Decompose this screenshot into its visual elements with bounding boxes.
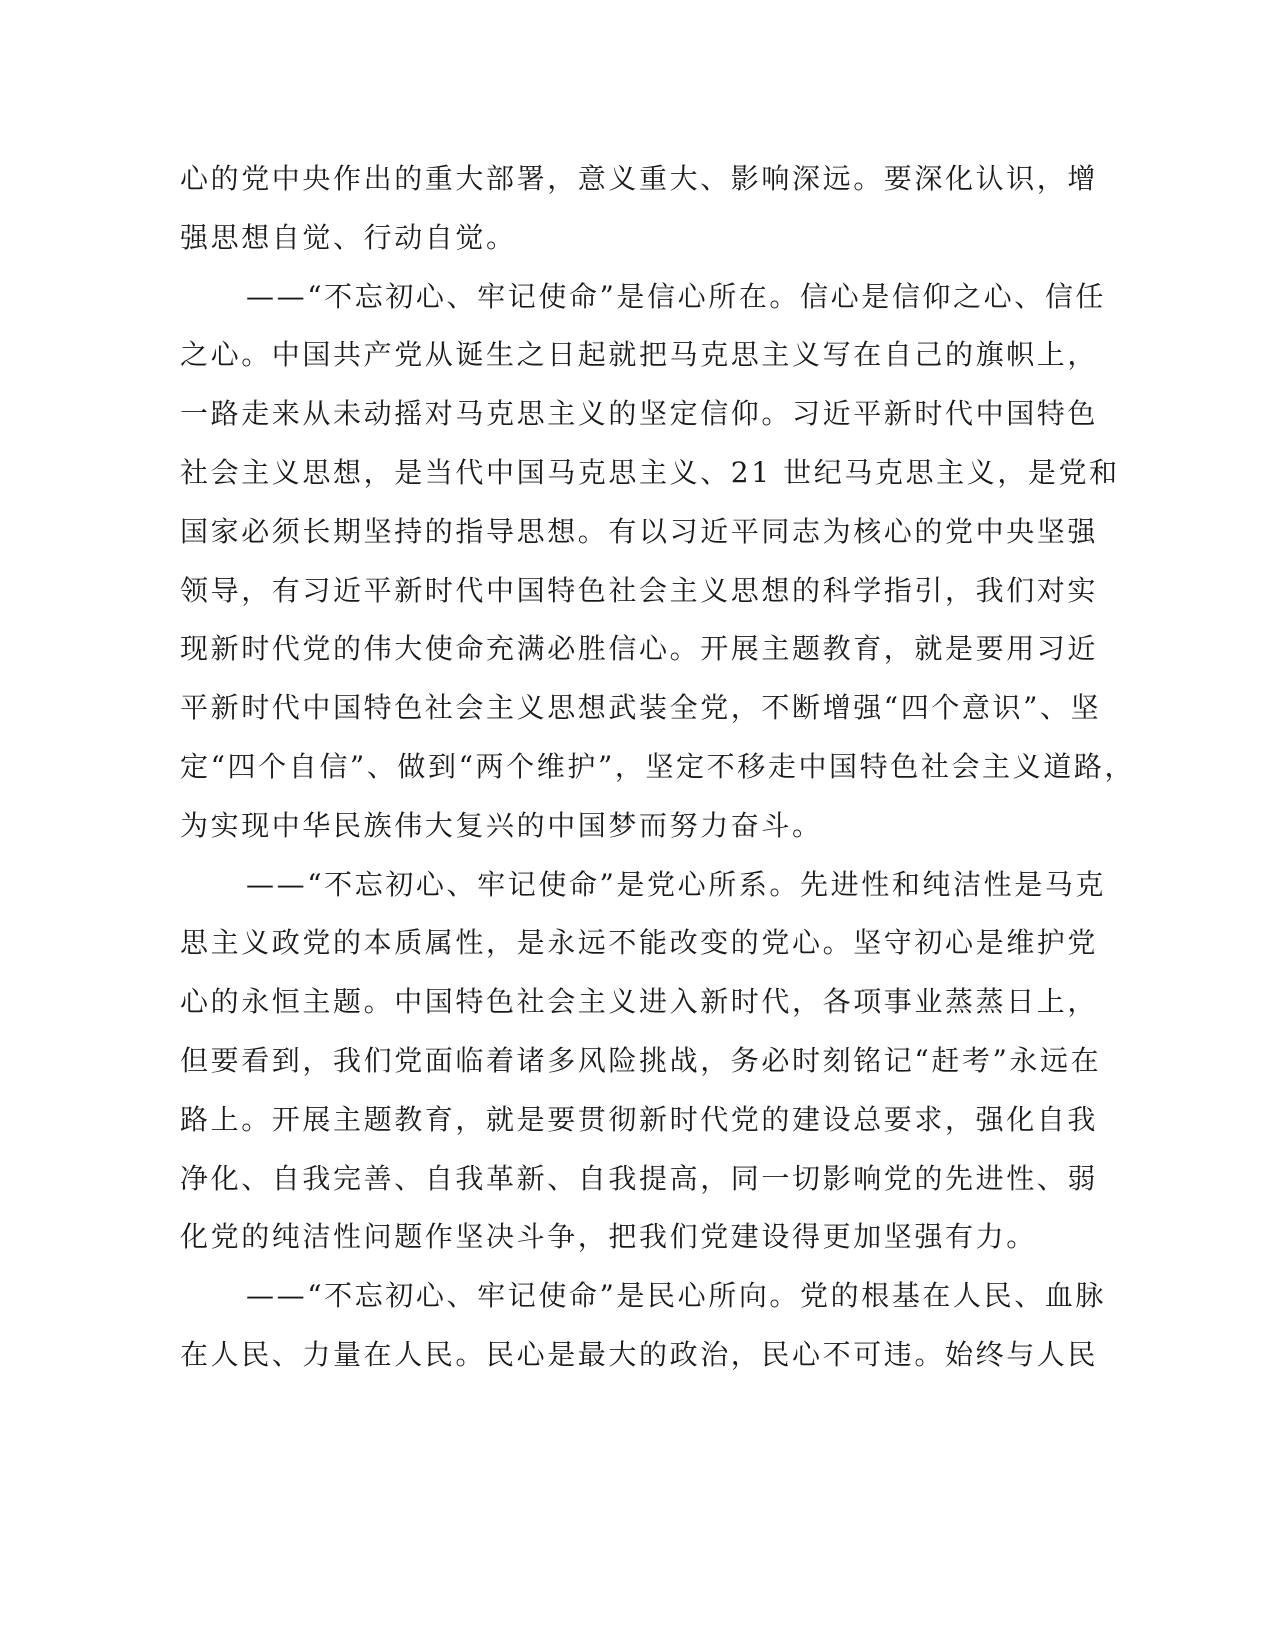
text-line: 心的永恒主题。中国特色社会主义进入新时代，各项事业蒸蒸日上，: [180, 985, 1099, 1019]
paragraph-start-line: ——“不忘初心、牢记使命”是民心所向。党的根基在人民、血脉: [246, 1279, 1107, 1313]
text-line: 社会主义思想，是当代中国马克思主义、21 世纪马克思主义，是党和: [180, 455, 1120, 489]
text-line: 化党的纯洁性问题作坚决斗争，把我们党建设得更加坚强有力。: [180, 1220, 1037, 1254]
text-line: 国家必须长期坚持的指导思想。有以习近平同志为核心的党中央坚强: [180, 514, 1099, 548]
text-line: 路上。开展主题教育，就是要贯彻新时代党的建设总要求，强化自我: [180, 1102, 1099, 1136]
text-line: 但要看到，我们党面临着诸多风险挑战，务必时刻铭记“赶考”永远在: [180, 1043, 1102, 1077]
text-line: 之心。中国共产党从诞生之日起就把马克思主义写在自己的旗帜上，: [180, 338, 1099, 372]
document-page: [180, 150, 1136, 1385]
text-line: 平新时代中国特色社会主义思想武装全党，不断增强“四个意识”、坚: [180, 691, 1102, 725]
text-line: 定“四个自信”、做到“两个维护”，坚定不移走中国特色社会主义道路，: [180, 749, 1136, 783]
text-line: 思主义政党的本质属性，是永远不能改变的党心。坚守初心是维护党: [180, 926, 1099, 960]
paragraph-start-line: ——“不忘初心、牢记使命”是党心所系。先进性和纯洁性是马克: [246, 867, 1107, 901]
text-line: 净化、自我完善、自我革新、自我提高，同一切影响党的先进性、弱: [180, 1161, 1099, 1195]
text-line: 为实现中华民族伟大复兴的中国梦而努力奋斗。: [180, 808, 823, 842]
text-line: 在人民、力量在人民。民心是最大的政治，民心不可违。始终与人民: [180, 1337, 1099, 1371]
text-line: 一路走来从未动摇对马克思主义的坚定信仰。习近平新时代中国特色: [180, 397, 1099, 431]
paragraph-start-line: ——“不忘初心、牢记使命”是信心所在。信心是信仰之心、信任: [246, 279, 1107, 313]
text-line: 现新时代党的伟大使命充满必胜信心。开展主题教育，就是要用习近: [180, 632, 1099, 666]
text-line: 强思想自觉、行动自觉。: [180, 220, 517, 254]
text-line: 心的党中央作出的重大部署，意义重大、影响深远。要深化认识，增: [180, 162, 1099, 195]
text-line: 领导，有习近平新时代中国特色社会主义思想的科学指引，我们对实: [180, 573, 1099, 607]
